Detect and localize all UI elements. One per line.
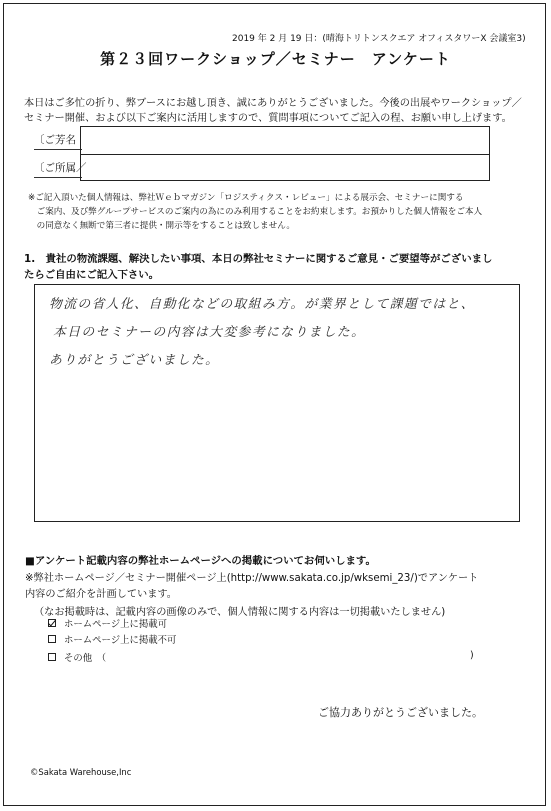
intro-line: セミナー開催、および以下ご案内に活用しますので、質問事項についてご記入の程、お願い申し上げます。 bbox=[24, 113, 512, 124]
thanks-text: ご協力ありがとうございました。 bbox=[318, 706, 483, 719]
org-underline bbox=[34, 177, 82, 178]
name-label: 〔ご芳名 bbox=[34, 134, 76, 146]
name-underline bbox=[34, 149, 82, 150]
privacy-line: の同意なく無断で第三者に提供・開示等をすることは致しません。 bbox=[28, 221, 295, 231]
option-deny[interactable] bbox=[48, 632, 176, 646]
question-1 bbox=[24, 251, 492, 283]
handwritten-answer-line: ありがとうございました。 bbox=[49, 353, 220, 368]
box-divider bbox=[81, 154, 489, 155]
org-label: 〔ご所属／ bbox=[34, 162, 87, 174]
name-org-box bbox=[80, 126, 490, 181]
publication-heading: ■アンケート記載内容の弊社ホームページへの掲載についてお伺いします。 bbox=[25, 555, 376, 567]
question-line: 1. 貴社の物流課題、解決したい事項、本日の弊社セミナーに関するご意見・ご要望等がございまし bbox=[24, 253, 493, 265]
checkbox-icon[interactable] bbox=[48, 635, 56, 643]
option-label: その他 （ bbox=[64, 653, 107, 664]
org-field[interactable] bbox=[85, 158, 485, 178]
checkbox-checked-icon[interactable] bbox=[48, 619, 56, 627]
privacy-notice bbox=[28, 191, 482, 233]
page-title: 第２３回ワークショップ／セミナー アンケート bbox=[100, 50, 451, 68]
name-field[interactable] bbox=[85, 131, 485, 151]
intro-text bbox=[24, 96, 522, 126]
publication-note: （なお掲載時は、記載内容の画像のみで、個人情報に関する内容は一切掲載いたしません) bbox=[34, 607, 446, 618]
option-allow[interactable] bbox=[48, 616, 167, 630]
option-other[interactable] bbox=[48, 650, 106, 664]
publication-line: 内容のご紹介を計画しています。 bbox=[25, 589, 177, 600]
checkbox-icon[interactable] bbox=[48, 653, 56, 661]
option-label: ホームページ上に掲載可 bbox=[64, 619, 167, 630]
handwritten-answer-line: 物流の省人化、自動化などの取組み方。が業界として課題ではと、 bbox=[49, 297, 475, 312]
privacy-line: ※ご記入頂いた個人情報は、弊社Ｗｅｂマガジン「ロジスティクス・レビュー」による展示会、セミナーに関する bbox=[28, 193, 464, 203]
publication-line: ※弊社ホームページ／セミナー開催ページ上(http://www.sakata.co.jp/wksemi_23/)でアンケート bbox=[25, 573, 479, 584]
option-label: ホームページ上に掲載不可 bbox=[64, 635, 177, 646]
handwritten-answer-line: 本日のセミナーの内容は大変参考になりました。 bbox=[53, 325, 366, 340]
copyright: ©Sakata Warehouse,Inc bbox=[30, 767, 132, 777]
answer-box[interactable] bbox=[34, 284, 520, 522]
privacy-line: ご案内、及び弊グループサービスのご案内の為にのみ利用することをお約束します。お預かりした個人情報をご本人 bbox=[28, 207, 483, 217]
date-venue: 2019 年 2 月 19 日：(晴海トリトンスクエア オフィスタワーX 会議室3) bbox=[232, 34, 526, 44]
other-close-paren: ) bbox=[470, 650, 474, 661]
question-line: たらご自由にご記入下さい。 bbox=[24, 269, 160, 281]
intro-line: 本日はご多忙の折り、弊ブースにお越し頂き、誠にありがとうございました。今後の出展やワークショップ／ bbox=[24, 98, 522, 109]
